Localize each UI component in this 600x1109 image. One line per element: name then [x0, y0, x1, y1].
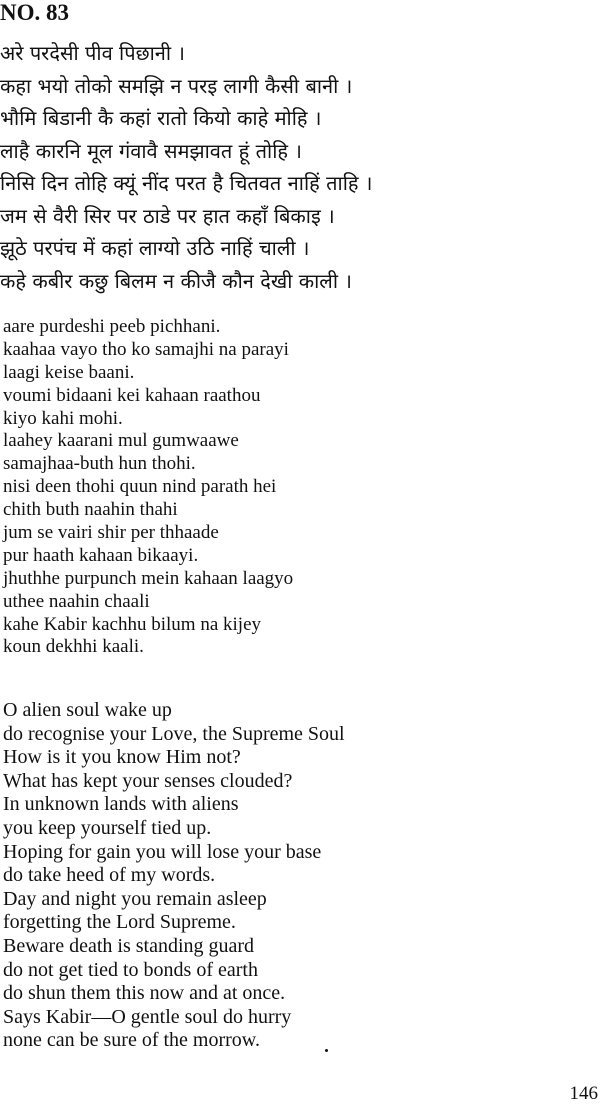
hindi-line: कहे कबीर कछु बिलम न कीजै कौन देखी काली । — [0, 268, 352, 293]
hindi-line: निसि दिन तोहि क्यूं नींद परत है चितवत नाहिं ताहि । — [0, 171, 373, 195]
english-line: Says Kabir—O gentle soul do hurry — [3, 1005, 292, 1028]
english-line: do not get tied to bonds of earth — [3, 958, 258, 981]
hindi-line: अरे परदेसी पीव पिछानी । — [0, 41, 186, 65]
transliteration-line: chith buth naahin thahi — [3, 499, 178, 521]
english-line: do recognise your Love, the Supreme Soul — [3, 722, 345, 745]
transliteration-line: laahey kaarani mul gumwaawe — [3, 430, 239, 452]
hindi-line: लाहै कारनि मूल गंवावै समझावत हूं तोहि । — [0, 138, 302, 163]
english-line: What has kept your senses clouded? — [3, 769, 293, 792]
english-line: none can be sure of the morrow. — [3, 1029, 260, 1052]
transliteration-line: nisi deen thohi quun nind parath hei — [3, 476, 277, 498]
hindi-verse — [0, 37, 372, 297]
transliteration-line: pur haath kahaan bikaayi. — [3, 544, 199, 566]
english-line: you keep yourself tied up. — [3, 816, 212, 839]
english-line: Beware death is standing guard — [3, 934, 255, 957]
hindi-line: झूठे परपंच में कहां लाग्यो उठि नाहिं चाली । — [0, 236, 310, 260]
transliteration-line: jhuthhe purpunch mein kahaan laagyo — [3, 567, 294, 589]
transliteration-line: laagi keise baani. — [3, 361, 135, 383]
transliteration-line: kiyo kahi mohi. — [3, 407, 123, 429]
transliteration-line: jum se vairi shir per thhaade — [3, 522, 219, 544]
poem-number: NO. 83 — [0, 0, 69, 25]
hindi-line: जम से वैरी सिर पर ठाडे पर हात कहाँ बिकाइ । — [0, 203, 335, 228]
transliteration-line: kaahaa vayo tho ko samajhi na parayi — [3, 338, 289, 360]
hindi-line: कहा भयो तोको समझि न परइ लागी कैसी बानी । — [0, 73, 353, 98]
transliteration-line: uthee naahin chaali — [3, 590, 150, 612]
transliteration-line: koun dekhhi kaali. — [3, 636, 144, 658]
transliteration-line: voumi bidaani kei kahaan raathou — [3, 384, 261, 406]
hindi-line: भौमि बिडानी कै कहां रातो कियो काहे मोहि । — [0, 106, 322, 130]
transliteration-verse — [3, 316, 293, 659]
english-translation — [3, 699, 345, 1053]
transliteration-line: samajhaa-buth hun thohi. — [3, 453, 196, 475]
english-line: forgetting the Lord Supreme. — [3, 911, 236, 934]
transliteration-line: kahe Kabir kachhu bilum na kijey — [3, 613, 262, 635]
english-line: Day and night you remain asleep — [3, 887, 267, 910]
page-number: 146 — [569, 1083, 598, 1104]
transliteration-line: aare purdeshi peeb pichhani. — [3, 316, 221, 337]
english-line: How is it you know Him not? — [3, 746, 241, 769]
english-line: do shun them this now and at once. — [3, 982, 286, 1005]
english-line: Hoping for gain you will lose your base — [3, 840, 322, 863]
english-line: do take heed of my words. — [3, 864, 216, 887]
english-line: O alien soul wake up — [3, 699, 172, 721]
english-line: In unknown lands with aliens — [3, 793, 239, 816]
scan-speck — [325, 1049, 328, 1052]
